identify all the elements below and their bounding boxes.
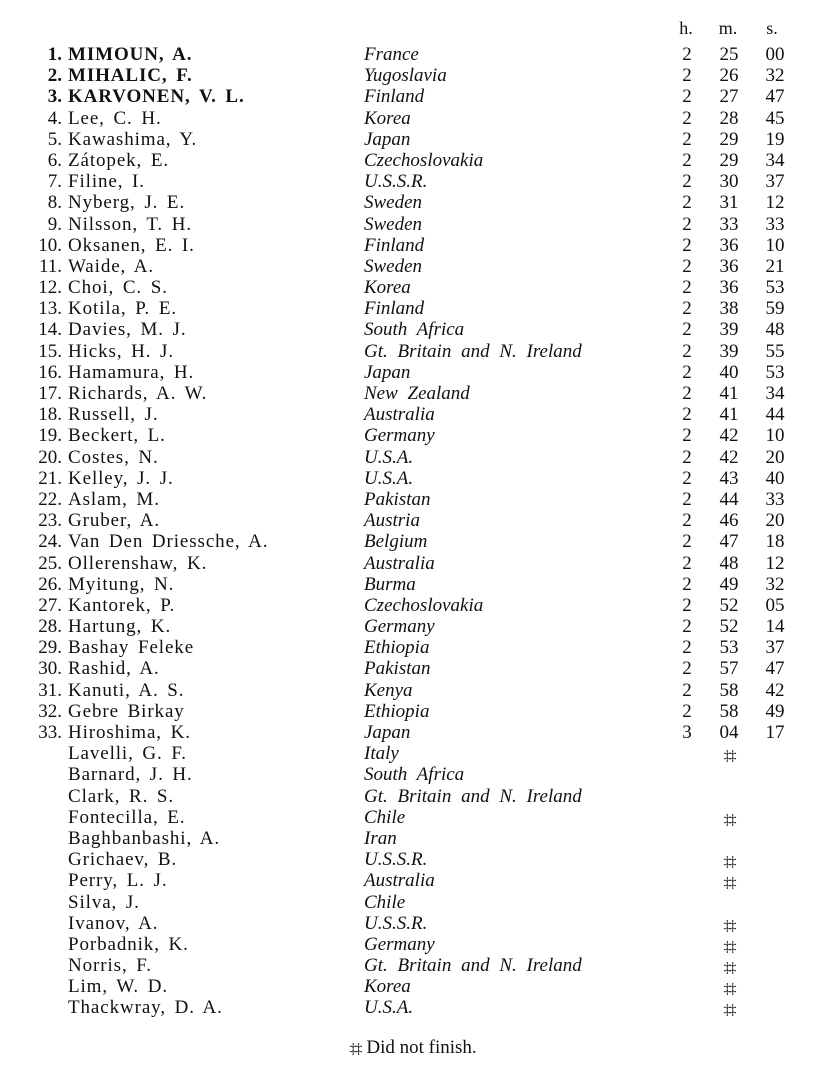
time-seconds: 17: [765, 722, 785, 743]
time-hours: 2: [682, 44, 692, 65]
result-row: [0, 298, 826, 319]
athlete-name: MIHALIC, F.: [68, 65, 193, 87]
result-row: [0, 680, 826, 701]
time-hours: 2: [682, 679, 692, 701]
result-row: [0, 341, 826, 362]
time-minutes: 29: [719, 128, 739, 150]
rank: 8.: [47, 192, 62, 214]
time-minutes: 49: [719, 573, 739, 595]
time-minutes: 40: [719, 361, 739, 383]
country: Finland: [364, 298, 425, 320]
rank: 32.: [38, 700, 62, 722]
athlete-name: Bashay Feleke: [68, 637, 195, 659]
time-minutes: 41: [719, 404, 739, 426]
time-hours: 2: [682, 616, 692, 638]
country: Korea: [364, 976, 411, 998]
rank: 15.: [38, 340, 62, 362]
result-row: [0, 807, 826, 828]
time-hours: 2: [682, 425, 692, 447]
country: Sweden: [364, 192, 423, 214]
result-row: [0, 997, 826, 1018]
time-seconds: 48: [765, 319, 785, 341]
result-row: [0, 616, 826, 637]
athlete-name: Barnard, J. H.: [68, 764, 193, 786]
result-row: [0, 786, 826, 807]
time-seconds: 12: [765, 192, 785, 214]
time-seconds: 20: [765, 510, 785, 532]
athlete-name: Thackwray, D. A.: [68, 997, 223, 1019]
time-hours: 2: [682, 171, 692, 193]
rank: 5.: [47, 128, 62, 150]
athlete-name: Myitung, N.: [68, 573, 175, 595]
time-minutes: 25: [719, 44, 739, 65]
result-row: [0, 256, 826, 277]
rank: 18.: [38, 404, 62, 426]
rank: 28.: [38, 616, 62, 638]
country: South Africa: [364, 764, 465, 786]
time-hours: 2: [682, 637, 692, 659]
rank: 9.: [47, 213, 62, 235]
rank: 27.: [38, 594, 62, 616]
time-minutes: 26: [719, 65, 739, 87]
footnote-text: Did not finish.: [366, 1037, 477, 1058]
rank: 10.: [38, 234, 62, 256]
rank: 30.: [38, 658, 62, 680]
result-row: [0, 44, 826, 65]
time-hours: 2: [682, 298, 692, 320]
result-row: [0, 235, 826, 256]
time-hours: 2: [682, 361, 692, 383]
time-seconds: 44: [765, 404, 785, 426]
result-row: [0, 913, 826, 934]
time-minutes: 39: [719, 340, 739, 362]
time-minutes: 29: [719, 149, 739, 171]
rank: 19.: [38, 425, 62, 447]
time-seconds: 53: [765, 277, 785, 299]
country: Australia: [364, 870, 435, 892]
time-seconds: 14: [765, 616, 785, 638]
rank: 23.: [38, 510, 62, 532]
athlete-name: Silva, J.: [68, 891, 140, 913]
athlete-name: Choi, C. S.: [68, 277, 168, 299]
athlete-name: Baghbanbashi, A.: [68, 827, 220, 849]
athlete-name: Costes, N.: [68, 446, 159, 468]
country: U.S.A.: [364, 997, 414, 1019]
athlete-name: Van Den Driessche, A.: [68, 531, 269, 553]
athlete-name: Russell, J.: [68, 404, 159, 426]
result-row: [0, 489, 826, 510]
time-hours: 2: [682, 192, 692, 214]
rank: 29.: [38, 637, 62, 659]
country: Czechoslovakia: [364, 594, 484, 616]
time-hours: 2: [682, 65, 692, 87]
hours-header: h.: [679, 18, 693, 38]
country: Australia: [364, 552, 435, 574]
time-minutes: 52: [719, 594, 739, 616]
result-row: [0, 870, 826, 891]
time-minutes: 58: [719, 700, 739, 722]
dnf-mark: ‡‡: [723, 854, 735, 871]
country: Pakistan: [364, 658, 431, 680]
time-minutes: 48: [719, 552, 739, 574]
result-row: [0, 362, 826, 383]
time-minutes: 31: [719, 192, 739, 214]
result-row: [0, 510, 826, 531]
country: France: [364, 44, 419, 65]
result-row: [0, 828, 826, 849]
time-seconds: 40: [765, 467, 785, 489]
athlete-name: Kantorek, P.: [68, 594, 176, 616]
time-seconds: 55: [765, 340, 785, 362]
time-hours: 2: [682, 255, 692, 277]
result-row: [0, 447, 826, 468]
country: Austria: [364, 510, 420, 532]
rank: 33.: [38, 722, 62, 743]
result-row: [0, 319, 826, 340]
time-minutes: 46: [719, 510, 739, 532]
country: Italy: [364, 743, 399, 765]
time-hours: 2: [682, 383, 692, 404]
time-minutes: 42: [719, 446, 739, 468]
country: U.S.S.R.: [364, 171, 428, 193]
athlete-name: Davies, M. J.: [68, 319, 187, 341]
time-seconds: 49: [765, 700, 785, 722]
country: Gt. Britain and N. Ireland: [364, 955, 582, 977]
time-minutes: 36: [719, 255, 739, 277]
rank: 2.: [47, 65, 62, 87]
result-row: [0, 468, 826, 489]
athlete-name: Kotila, P. E.: [68, 298, 178, 320]
time-seconds: 33: [765, 488, 785, 510]
dnf-mark: ‡‡: [723, 938, 735, 955]
athlete-name: Perry, L. J.: [68, 870, 168, 892]
country: Kenya: [364, 679, 413, 701]
time-minutes: 36: [719, 277, 739, 299]
rank: 25.: [38, 552, 62, 574]
time-hours: 2: [682, 446, 692, 468]
footnote: [0, 1037, 826, 1060]
time-minutes: 38: [719, 298, 739, 320]
country: Germany: [364, 616, 435, 638]
country: Yugoslavia: [364, 65, 447, 87]
country: Chile: [364, 806, 406, 828]
country: Belgium: [364, 531, 428, 553]
rank: 31.: [38, 679, 62, 701]
dnf-symbol: ‡‡: [349, 1041, 361, 1057]
rank: 13.: [38, 298, 62, 320]
athlete-name: Lim, W. D.: [68, 976, 168, 998]
time-hours: 2: [682, 234, 692, 256]
time-hours: 2: [682, 340, 692, 362]
athlete-name: Lee, C. H.: [68, 107, 162, 129]
time-hours: 2: [682, 594, 692, 616]
athlete-name: Kelley, J. J.: [68, 467, 174, 489]
time-minutes: 33: [719, 213, 739, 235]
result-row: [0, 764, 826, 785]
rank: 16.: [38, 361, 62, 383]
athlete-name: Clark, R. S.: [68, 785, 175, 807]
athlete-name: Waide, A.: [68, 255, 155, 277]
athlete-name: Kawashima, Y.: [68, 128, 198, 150]
time-seconds: 53: [765, 361, 785, 383]
time-seconds: 42: [765, 679, 785, 701]
time-minutes: 42: [719, 425, 739, 447]
athlete-name: Hiroshima, K.: [68, 722, 191, 743]
result-row: [0, 892, 826, 913]
athlete-name: Kanuti, A. S.: [68, 679, 185, 701]
athlete-name: Oksanen, E. I.: [68, 234, 195, 256]
time-seconds: 37: [765, 171, 785, 193]
time-seconds: 32: [765, 65, 785, 87]
athlete-name: Lavelli, G. F.: [68, 743, 187, 765]
rank: 6.: [47, 149, 62, 171]
time-seconds: 10: [765, 234, 785, 256]
result-row: [0, 425, 826, 446]
country: Ethiopia: [364, 637, 430, 659]
time-minutes: 47: [719, 531, 739, 553]
result-row: [0, 192, 826, 213]
time-minutes: 04: [719, 722, 739, 743]
time-minutes: 30: [719, 171, 739, 193]
rank: 14.: [38, 319, 62, 341]
time-seconds: 10: [765, 425, 785, 447]
country: Czechoslovakia: [364, 149, 484, 171]
dnf-mark: ‡‡: [723, 811, 735, 828]
result-row: [0, 934, 826, 955]
time-seconds: 47: [765, 86, 785, 108]
time-seconds: 05: [765, 594, 785, 616]
time-minutes: 44: [719, 488, 739, 510]
result-row: [0, 129, 826, 150]
time-minutes: 58: [719, 679, 739, 701]
country: Korea: [364, 277, 411, 299]
time-hours: 2: [682, 658, 692, 680]
athlete-name: Porbadnik, K.: [68, 933, 189, 955]
rank: 11.: [38, 255, 62, 277]
time-hours: 2: [682, 552, 692, 574]
result-row: [0, 150, 826, 171]
time-seconds: 33: [765, 213, 785, 235]
result-row: [0, 595, 826, 616]
country: Gt. Britain and N. Ireland: [364, 785, 582, 807]
time-minutes: 39: [719, 319, 739, 341]
result-row: [0, 743, 826, 764]
time-hours: 2: [682, 86, 692, 108]
result-row: [0, 849, 826, 870]
time-seconds: 45: [765, 107, 785, 129]
athlete-name: Aslam, M.: [68, 488, 160, 510]
country: U.S.A.: [364, 446, 414, 468]
rank: 12.: [38, 277, 62, 299]
country: Sweden: [364, 255, 423, 277]
result-row: [0, 86, 826, 107]
time-seconds: 18: [765, 531, 785, 553]
rank: 21.: [38, 467, 62, 489]
rank: 4.: [47, 107, 62, 129]
dnf-mark: ‡‡: [723, 1002, 735, 1019]
result-row: [0, 637, 826, 658]
dnf-mark: ‡‡: [723, 875, 735, 892]
dnf-mark: ‡‡: [723, 960, 735, 977]
time-seconds: 47: [765, 658, 785, 680]
athlete-name: KARVONEN, V. L.: [68, 86, 245, 108]
result-row: [0, 976, 826, 997]
athlete-name: Hamamura, H.: [68, 361, 195, 383]
country: Germany: [364, 425, 435, 447]
rank: 20.: [38, 446, 62, 468]
result-row: [0, 722, 826, 743]
result-row: [0, 214, 826, 235]
dnf-mark: ‡‡: [723, 981, 735, 998]
rank: 17.: [38, 383, 62, 404]
country: Korea: [364, 107, 411, 129]
country: Japan: [364, 128, 411, 150]
result-row: [0, 277, 826, 298]
minutes-header: m.: [718, 18, 738, 38]
time-seconds: 37: [765, 637, 785, 659]
column-header: [0, 17, 826, 39]
athlete-name: Gruber, A.: [68, 510, 160, 532]
time-seconds: 20: [765, 446, 785, 468]
result-row: [0, 108, 826, 129]
athlete-name: Hartung, K.: [68, 616, 172, 638]
rank: 1.: [47, 44, 62, 65]
country: U.S.A.: [364, 467, 414, 489]
athlete-name: Filine, I.: [68, 171, 145, 193]
rank: 24.: [38, 531, 62, 553]
result-row: [0, 404, 826, 425]
result-row: [0, 574, 826, 595]
seconds-header: s.: [766, 18, 778, 38]
time-seconds: 12: [765, 552, 785, 574]
athlete-name: Zátopek, E.: [68, 149, 170, 171]
results-list: [0, 44, 826, 1019]
dnf-mark: ‡‡: [723, 748, 735, 765]
time-seconds: 59: [765, 298, 785, 320]
time-hours: 2: [682, 531, 692, 553]
time-minutes: 43: [719, 467, 739, 489]
time-seconds: 19: [765, 128, 785, 150]
time-minutes: 52: [719, 616, 739, 638]
time-hours: 2: [682, 107, 692, 129]
country: Japan: [364, 722, 411, 743]
result-row: [0, 658, 826, 679]
country: Gt. Britain and N. Ireland: [364, 340, 582, 362]
time-minutes: 57: [719, 658, 739, 680]
time-hours: 2: [682, 700, 692, 722]
country: U.S.S.R.: [364, 849, 428, 871]
time-hours: 2: [682, 213, 692, 235]
time-seconds: 32: [765, 573, 785, 595]
result-row: [0, 531, 826, 552]
rank: 26.: [38, 573, 62, 595]
country: Pakistan: [364, 488, 431, 510]
country: Australia: [364, 404, 435, 426]
time-hours: 2: [682, 510, 692, 532]
time-hours: 2: [682, 277, 692, 299]
time-hours: 2: [682, 319, 692, 341]
rank: 22.: [38, 488, 62, 510]
time-minutes: 28: [719, 107, 739, 129]
athlete-name: Norris, F.: [68, 955, 152, 977]
country: Finland: [364, 234, 425, 256]
time-minutes: 36: [719, 234, 739, 256]
result-row: [0, 955, 826, 976]
country: Iran: [364, 827, 397, 849]
country: Sweden: [364, 213, 423, 235]
athlete-name: MIMOUN, A.: [68, 44, 193, 65]
country: Japan: [364, 361, 411, 383]
time-hours: 2: [682, 404, 692, 426]
time-hours: 3: [682, 722, 692, 743]
time-hours: 2: [682, 467, 692, 489]
athlete-name: Richards, A. W.: [68, 383, 208, 404]
time-minutes: 27: [719, 86, 739, 108]
time-hours: 2: [682, 128, 692, 150]
time-seconds: 00: [765, 44, 785, 65]
result-row: [0, 701, 826, 722]
country: South Africa: [364, 319, 465, 341]
time-minutes: 41: [719, 383, 739, 404]
result-row: [0, 65, 826, 86]
athlete-name: Nyberg, J. E.: [68, 192, 186, 214]
time-hours: 2: [682, 149, 692, 171]
result-row: [0, 553, 826, 574]
time-seconds: 34: [765, 149, 785, 171]
country: Burma: [364, 573, 416, 595]
dnf-mark: ‡‡: [723, 917, 735, 934]
time-seconds: 34: [765, 383, 785, 404]
time-hours: 2: [682, 573, 692, 595]
athlete-name: Beckert, L.: [68, 425, 166, 447]
athlete-name: Nilsson, T. H.: [68, 213, 192, 235]
country: Finland: [364, 86, 425, 108]
country: Chile: [364, 891, 406, 913]
result-row: [0, 383, 826, 404]
athlete-name: Fontecilla, E.: [68, 806, 186, 828]
time-seconds: 21: [765, 255, 785, 277]
athlete-name: Hicks, H. J.: [68, 340, 174, 362]
country: Ethiopia: [364, 700, 430, 722]
country: Germany: [364, 933, 435, 955]
rank: 7.: [47, 171, 62, 193]
athlete-name: Ollerenshaw, K.: [68, 552, 208, 574]
country: New Zealand: [364, 383, 470, 404]
athlete-name: Grichaev, B.: [68, 849, 178, 871]
time-minutes: 53: [719, 637, 739, 659]
athlete-name: Gebre Birkay: [68, 700, 185, 722]
time-hours: 2: [682, 488, 692, 510]
athlete-name: Ivanov, A.: [68, 912, 159, 934]
country: U.S.S.R.: [364, 912, 428, 934]
athlete-name: Rashid, A.: [68, 658, 160, 680]
rank: 3.: [47, 86, 62, 108]
result-row: [0, 171, 826, 192]
